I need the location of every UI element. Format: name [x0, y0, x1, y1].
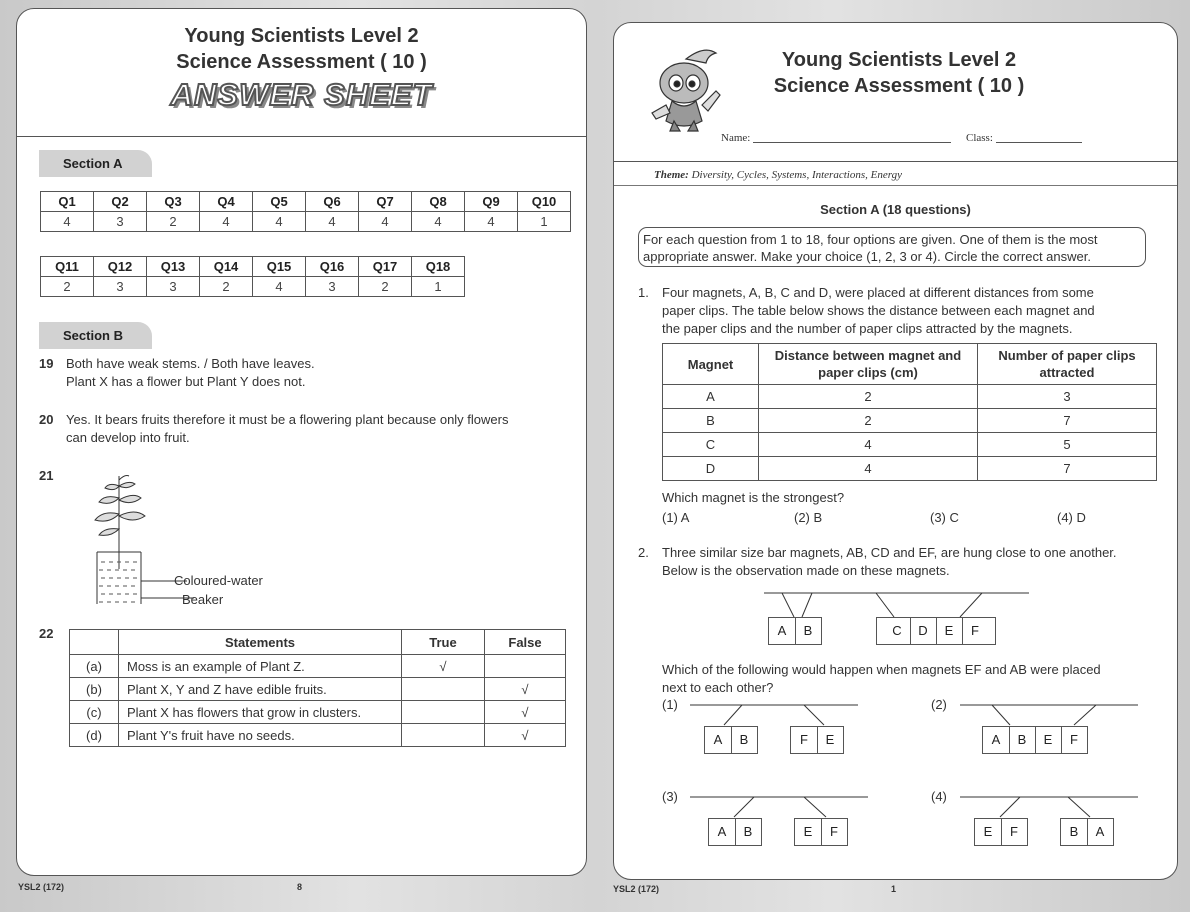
- column-header-true: True: [402, 630, 485, 655]
- q2-option-1-magnet-AB: A B: [704, 726, 758, 754]
- column-header-statements: Statements: [119, 630, 402, 655]
- cell-magnet: A: [663, 385, 759, 409]
- class-label: Class:: [966, 132, 993, 144]
- section-a-table-2: [40, 256, 465, 297]
- answer-21: [39, 467, 66, 485]
- question-1-number: 1.: [638, 285, 649, 300]
- question-number-cell: Q5: [253, 192, 306, 212]
- table-row: [663, 433, 1157, 457]
- footer-code-right: YSL2 (172): [613, 884, 660, 894]
- q2-option-3-magnet-EF: E F: [794, 818, 848, 846]
- answer-20: [39, 411, 508, 447]
- cell-distance: 4: [759, 433, 978, 457]
- column-header-magnet: Magnet: [663, 344, 759, 385]
- question-2-prompt-line2: next to each other?: [662, 680, 774, 695]
- paper-title-line1: Young Scientists Level 2: [781, 49, 1017, 71]
- q1-option-2[interactable]: (2) B: [794, 510, 823, 525]
- q2-option-2-magnets: A B E F: [982, 726, 1088, 754]
- table-row: [663, 409, 1157, 433]
- row-true: [402, 678, 485, 701]
- row-false: √: [485, 701, 566, 724]
- table-row: [663, 457, 1157, 481]
- magnet-AB: A B: [768, 617, 822, 645]
- paper-title-line2: Science Assessment ( 10 ): [773, 75, 1025, 97]
- header-divider: [614, 161, 1177, 162]
- row-false: [485, 655, 566, 678]
- question-number-cell: Q11: [41, 257, 94, 277]
- answer-cell: 1: [412, 277, 465, 297]
- column-header-distance: Distance between magnet and paper clips (cm): [759, 344, 978, 385]
- row-true: [402, 724, 485, 747]
- section-a-table-1: [40, 191, 571, 232]
- row-false: √: [485, 678, 566, 701]
- theme-label: Theme:: [654, 169, 689, 181]
- question-number-cell: Q17: [359, 257, 412, 277]
- q2-option-4-label[interactable]: (4): [931, 789, 947, 804]
- question-number-cell: Q15: [253, 257, 306, 277]
- section-heading: Section A (18 questions): [820, 202, 971, 217]
- answer-cell: 2: [359, 277, 412, 297]
- answer-sheet-page: [16, 8, 587, 876]
- mascot-icon: [648, 43, 724, 135]
- answer-19: [39, 355, 315, 391]
- question-1-line3: the paper clips and the number of paper clips attracted by the magnets.: [662, 321, 1073, 336]
- name-field[interactable]: [721, 129, 951, 147]
- question-number-cell: Q18: [412, 257, 465, 277]
- cell-magnet: B: [663, 409, 759, 433]
- footer-page-right: 1: [891, 884, 897, 894]
- answer-text: can develop into fruit.: [66, 430, 190, 445]
- answer-22: [39, 625, 66, 643]
- observation-hanging-lines: [764, 589, 1034, 619]
- question-1-line1: Four magnets, A, B, C and D, were placed at different distances from some: [662, 285, 1094, 300]
- q2-option-3-label[interactable]: (3): [662, 789, 678, 804]
- q1-option-3[interactable]: (3) C: [930, 510, 959, 525]
- answer-cell: 4: [359, 212, 412, 232]
- question-1-prompt: Which magnet is the strongest?: [662, 490, 845, 505]
- question-2-prompt-line1: Which of the following would happen when magnets EF and AB were placed: [662, 662, 1101, 677]
- question-paper-page: [613, 22, 1178, 880]
- cell-clips: 5: [978, 433, 1157, 457]
- row-id: (a): [70, 655, 119, 678]
- question-2-stem: [662, 544, 1117, 580]
- row-statement: Plant X has flowers that grow in clusters.: [119, 701, 402, 724]
- answer-text: Both have weak stems. / Both have leaves.: [66, 356, 315, 371]
- name-label: Name:: [721, 132, 751, 144]
- section-a-tab: Section A: [39, 150, 152, 177]
- answer-cell: 2: [147, 212, 200, 232]
- cell-clips: 7: [978, 409, 1157, 433]
- name-blank[interactable]: [753, 142, 951, 143]
- label-beaker: Beaker: [182, 592, 224, 607]
- answer-text: Yes. It bears fruits therefore it must be a flowering plant because only flowers: [66, 412, 509, 427]
- answer-cell: 4: [253, 212, 306, 232]
- answer-cell: 2: [200, 277, 253, 297]
- answer-cell: 4: [200, 212, 253, 232]
- section-b-tab: Section B: [39, 322, 152, 349]
- row-false: √: [485, 724, 566, 747]
- question-number: 21: [39, 468, 54, 483]
- q2-option-4-magnet-EF: E F: [974, 818, 1028, 846]
- answer-cell: 3: [94, 277, 147, 297]
- question-number-cell: Q13: [147, 257, 200, 277]
- class-blank[interactable]: [996, 142, 1082, 143]
- table-row: [70, 678, 566, 701]
- footer-code-left: YSL2 (172): [18, 882, 65, 892]
- question-number: 19: [39, 356, 54, 371]
- question-number: 22: [39, 626, 54, 641]
- row-statement: Moss is an example of Plant Z.: [119, 655, 402, 678]
- table-row: [70, 724, 566, 747]
- magnet-CD-EF: C D E F: [876, 617, 996, 645]
- row-id: (d): [70, 724, 119, 747]
- question-number-cell: Q4: [200, 192, 253, 212]
- question-number-cell: Q6: [306, 192, 359, 212]
- q2-option-3-magnet-AB: A B: [708, 818, 762, 846]
- answer-cell: 1: [518, 212, 571, 232]
- question-number-cell: Q2: [94, 192, 147, 212]
- class-field[interactable]: [966, 129, 1082, 147]
- answer-text: Plant X has a flower but Plant Y does not.: [66, 374, 306, 389]
- page-title-line1: Young Scientists Level 2: [184, 25, 419, 47]
- question-number-cell: Q8: [412, 192, 465, 212]
- question-number-cell: Q14: [200, 257, 253, 277]
- q2-option-1-label[interactable]: (1): [662, 697, 678, 712]
- row-statement: Plant Y's fruit have no seeds.: [119, 724, 402, 747]
- cell-clips: 3: [978, 385, 1157, 409]
- answer-cell: 4: [253, 277, 306, 297]
- theme-line: [654, 166, 902, 184]
- row-statement: Plant X, Y and Z have edible fruits.: [119, 678, 402, 701]
- cell-magnet: D: [663, 457, 759, 481]
- statements-table: [69, 629, 566, 747]
- cell-clips: 7: [978, 457, 1157, 481]
- answer-cell: 4: [306, 212, 359, 232]
- magnet-table: [662, 343, 1157, 481]
- q2-option-2-label[interactable]: (2): [931, 697, 947, 712]
- cell-magnet: C: [663, 433, 759, 457]
- theme-text: Diversity, Cycles, Systems, Interactions, Energy: [691, 169, 902, 181]
- cell-distance: 2: [759, 409, 978, 433]
- cell-distance: 2: [759, 385, 978, 409]
- table-row: [70, 701, 566, 724]
- footer-page-left: 8: [297, 882, 303, 892]
- q1-option-1[interactable]: (1) A: [662, 510, 690, 525]
- q2-option-1-magnet-FE: F E: [790, 726, 844, 754]
- question-2-line1: Three similar size bar magnets, AB, CD and EF, are hung close to one another.: [662, 545, 1117, 560]
- question-number-cell: Q10: [518, 192, 571, 212]
- row-id: (c): [70, 701, 119, 724]
- answer-cell: 3: [306, 277, 359, 297]
- question-2-line2: Below is the observation made on these magnets.: [662, 563, 950, 578]
- header-divider: [17, 136, 586, 137]
- answer-cell: 2: [41, 277, 94, 297]
- question-2-prompt: [662, 661, 1101, 697]
- column-header-false: False: [485, 630, 566, 655]
- answer-cell: 3: [147, 277, 200, 297]
- instructions-box: [638, 227, 1146, 267]
- question-number-cell: Q16: [306, 257, 359, 277]
- label-coloured-water: Coloured-water: [174, 573, 263, 588]
- row-true: [402, 701, 485, 724]
- answer-cell: 4: [465, 212, 518, 232]
- page-title-line2: Science Assessment ( 10 ): [176, 51, 427, 73]
- instructions-line1: For each question from 1 to 18, four options are given. One of them is the most: [643, 232, 1098, 247]
- answer-sheet-header: [17, 23, 586, 113]
- question-number-cell: Q12: [94, 257, 147, 277]
- question-number-cell: Q3: [147, 192, 200, 212]
- question-1-stem: [662, 284, 1095, 338]
- row-id: (b): [70, 678, 119, 701]
- cell-distance: 4: [759, 457, 978, 481]
- question-number-cell: Q7: [359, 192, 412, 212]
- question-1-line2: paper clips. The table below shows the distance between each magnet and: [662, 303, 1095, 318]
- question-number-cell: Q1: [41, 192, 94, 212]
- q1-option-4[interactable]: (4) D: [1057, 510, 1086, 525]
- answer-sheet-banner: ANSWER SHEET: [170, 77, 433, 112]
- answer-cell: 3: [94, 212, 147, 232]
- row-true: √: [402, 655, 485, 678]
- q2-option-4-magnet-BA: B A: [1060, 818, 1114, 846]
- question-2-number: 2.: [638, 545, 649, 560]
- table-row: [70, 655, 566, 678]
- table-row: [663, 385, 1157, 409]
- column-header-clips: Number of paper clips attracted: [978, 344, 1157, 385]
- question-number: 20: [39, 412, 54, 427]
- instructions-line2: appropriate answer. Make your choice (1, 2, 3 or 4). Circle the correct answer.: [643, 249, 1091, 264]
- paper-header: [734, 47, 1064, 99]
- question-number-cell: Q9: [465, 192, 518, 212]
- theme-divider: [614, 185, 1177, 186]
- answer-cell: 4: [41, 212, 94, 232]
- column-header-id: [70, 630, 119, 655]
- answer-cell: 4: [412, 212, 465, 232]
